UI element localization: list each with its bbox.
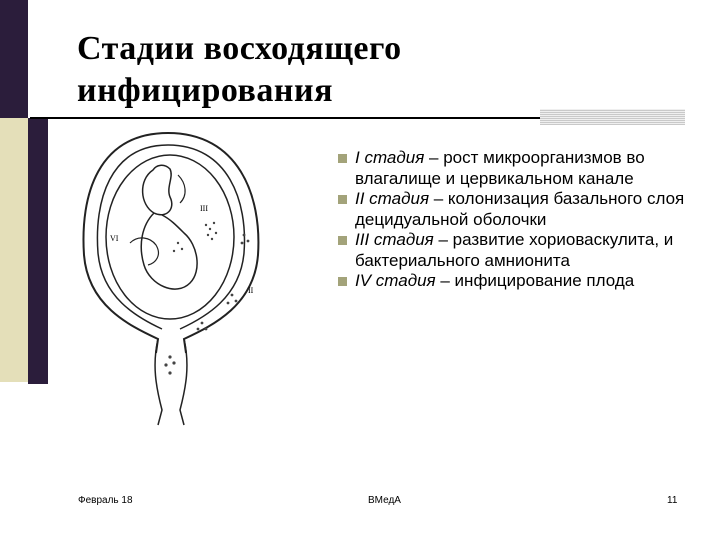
stage-term: IV стадия [355, 271, 436, 290]
list-item [338, 148, 698, 189]
fetus-head [143, 165, 172, 214]
figure-label-iii: III [200, 204, 208, 213]
uterus-infection-illustration [58, 125, 282, 437]
footer-date: Февраль 18 [78, 495, 133, 506]
infection-foci [164, 222, 249, 375]
list-item [338, 271, 698, 292]
umbilical-cord [130, 238, 158, 265]
left-accent-bar-tan [0, 118, 28, 382]
uterine-wall-left-outer [83, 133, 168, 353]
stage-description: – инфицирование плода [435, 271, 635, 290]
uterine-wall-left-inner [97, 145, 168, 329]
list-item [338, 189, 698, 230]
fetus-body [141, 213, 197, 289]
stage-term: II стадия [355, 189, 430, 208]
stage-term: III стадия [355, 230, 434, 249]
stage-description: – колонизация базального слоя децидуальной оболочки [355, 189, 685, 229]
uterine-wall-right-inner [168, 145, 244, 329]
left-accent-bar-top [0, 0, 28, 118]
square-bullet-icon [338, 154, 347, 163]
stage-description: – развитие хориоваскулита, и бактериального амнионита [355, 230, 674, 270]
square-bullet-icon [338, 195, 347, 204]
slide-title: Стадии восходящего инфицирования [77, 30, 402, 109]
footer-organization: ВМедА [368, 495, 401, 506]
stage-description: – рост микроорганизмов во влагалище и цервикальном канале [355, 148, 645, 188]
decorative-hatched-block [540, 109, 685, 125]
uterus-diagram [58, 125, 282, 437]
figure-label-ii: II [248, 286, 254, 295]
stage-list [338, 148, 698, 292]
left-accent-bar-lower [28, 118, 48, 384]
stage-term: I стадия [355, 148, 425, 167]
square-bullet-icon [338, 277, 347, 286]
square-bullet-icon [338, 236, 347, 245]
figure-label-vi: VI [110, 234, 119, 243]
list-item [338, 230, 698, 271]
cervix-left [155, 339, 162, 425]
cervix-right [180, 339, 187, 425]
slide-number: 11 [667, 495, 678, 506]
fetus-arm [178, 175, 185, 203]
